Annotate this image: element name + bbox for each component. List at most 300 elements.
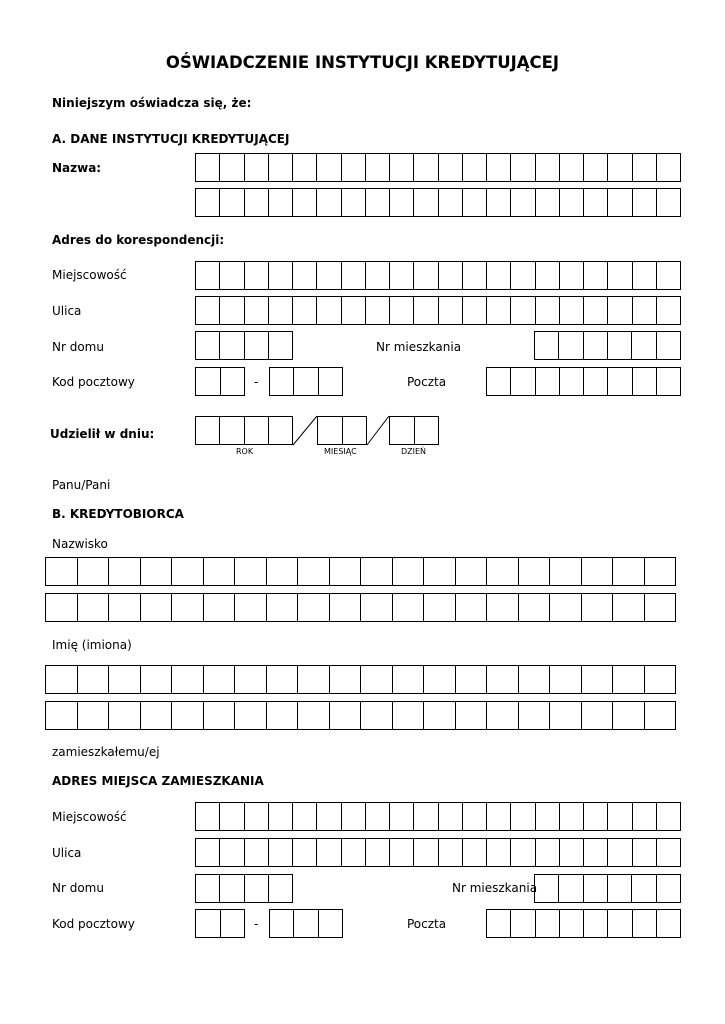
char-box[interactable]	[220, 839, 244, 866]
char-box[interactable]	[633, 262, 657, 289]
char-box[interactable]	[204, 594, 236, 621]
char-box[interactable]	[78, 702, 110, 729]
char-box[interactable]	[317, 262, 341, 289]
char-box[interactable]	[235, 666, 267, 693]
a-house-number-field[interactable]	[195, 331, 293, 360]
intro-text: Niniejszym oświadcza się, że:	[52, 96, 252, 110]
char-box[interactable]	[196, 332, 220, 359]
char-box[interactable]	[582, 702, 614, 729]
char-box[interactable]	[487, 594, 519, 621]
char-box[interactable]	[584, 839, 608, 866]
char-box[interactable]	[487, 666, 519, 693]
char-box[interactable]	[550, 702, 582, 729]
char-box[interactable]	[235, 558, 267, 585]
char-box[interactable]	[204, 702, 236, 729]
char-box[interactable]	[220, 297, 244, 324]
a-street-label: Ulica	[52, 304, 82, 318]
char-box[interactable]	[366, 803, 390, 830]
b-street-field[interactable]	[195, 838, 681, 867]
char-box[interactable]	[456, 666, 488, 693]
a-house-number-label: Nr domu	[52, 340, 104, 354]
char-box[interactable]	[317, 154, 341, 181]
char-box[interactable]	[46, 558, 78, 585]
b-city-field[interactable]	[195, 802, 681, 831]
char-box[interactable]	[221, 368, 246, 395]
char-box[interactable]	[439, 154, 463, 181]
char-box[interactable]	[582, 558, 614, 585]
surname-field-line-1[interactable]	[45, 557, 676, 586]
char-box[interactable]	[318, 417, 343, 444]
char-box[interactable]	[366, 297, 390, 324]
char-box[interactable]	[582, 666, 614, 693]
a-city-field[interactable]	[195, 261, 681, 290]
char-box[interactable]	[245, 262, 269, 289]
char-box[interactable]	[298, 594, 330, 621]
char-box[interactable]	[519, 702, 551, 729]
char-box[interactable]	[196, 417, 220, 444]
char-box[interactable]	[645, 558, 677, 585]
char-box[interactable]	[46, 594, 78, 621]
char-box[interactable]	[657, 332, 681, 359]
char-box[interactable]	[560, 189, 584, 216]
char-box[interactable]	[293, 803, 317, 830]
char-box[interactable]	[293, 189, 317, 216]
char-box[interactable]	[317, 803, 341, 830]
char-box[interactable]	[613, 666, 645, 693]
char-box[interactable]	[141, 666, 173, 693]
char-box[interactable]	[342, 262, 366, 289]
char-box[interactable]	[245, 154, 269, 181]
char-box[interactable]	[390, 297, 414, 324]
char-box[interactable]	[424, 666, 456, 693]
char-box[interactable]	[487, 910, 511, 937]
char-box[interactable]	[439, 189, 463, 216]
char-box[interactable]	[536, 154, 560, 181]
char-box[interactable]	[330, 702, 362, 729]
char-box[interactable]	[519, 666, 551, 693]
char-box[interactable]	[269, 803, 293, 830]
char-box[interactable]	[393, 594, 425, 621]
char-box[interactable]	[613, 594, 645, 621]
char-box[interactable]	[560, 910, 584, 937]
granted-month-field[interactable]	[317, 416, 367, 445]
char-box[interactable]	[584, 262, 608, 289]
a-postcode-dash: -	[254, 375, 259, 389]
b-city-label: Miejscowość	[52, 810, 127, 824]
char-box[interactable]	[78, 594, 110, 621]
day-caption: DZIEŃ	[401, 447, 427, 456]
char-box[interactable]	[390, 839, 414, 866]
char-box[interactable]	[633, 803, 657, 830]
char-box[interactable]	[294, 910, 318, 937]
char-box[interactable]	[109, 666, 141, 693]
granted-year-field[interactable]	[195, 416, 293, 445]
char-box[interactable]	[439, 262, 463, 289]
char-box[interactable]	[361, 702, 393, 729]
addressee-text: Panu/Pani	[52, 478, 111, 492]
char-box[interactable]	[269, 154, 293, 181]
char-box[interactable]	[366, 839, 390, 866]
char-box[interactable]	[293, 297, 317, 324]
char-box[interactable]	[330, 666, 362, 693]
char-box[interactable]	[390, 154, 414, 181]
char-box[interactable]	[245, 189, 269, 216]
char-box[interactable]	[269, 875, 293, 902]
char-box[interactable]	[487, 368, 511, 395]
first-name-field-line-2[interactable]	[45, 701, 676, 730]
char-box[interactable]	[293, 262, 317, 289]
char-box[interactable]	[608, 803, 632, 830]
institution-name-field-line-1[interactable]	[195, 153, 681, 182]
char-box[interactable]	[109, 702, 141, 729]
char-box[interactable]	[366, 189, 390, 216]
char-box[interactable]	[204, 558, 236, 585]
char-box[interactable]	[317, 839, 341, 866]
char-box[interactable]	[220, 417, 244, 444]
char-box[interactable]	[584, 368, 608, 395]
char-box[interactable]	[536, 262, 560, 289]
char-box[interactable]	[220, 803, 244, 830]
char-box[interactable]	[293, 839, 317, 866]
section-b-heading: B. KREDYTOBIORCA	[52, 507, 184, 521]
char-box[interactable]	[319, 910, 343, 937]
char-box[interactable]	[536, 297, 560, 324]
char-box[interactable]	[414, 189, 438, 216]
char-box[interactable]	[415, 417, 440, 444]
char-box[interactable]	[633, 154, 657, 181]
char-box[interactable]	[645, 666, 677, 693]
char-box[interactable]	[267, 702, 299, 729]
char-box[interactable]	[632, 332, 656, 359]
char-box[interactable]	[559, 875, 583, 902]
char-box[interactable]	[196, 839, 220, 866]
char-box[interactable]	[536, 189, 560, 216]
char-box[interactable]	[657, 262, 681, 289]
char-box[interactable]	[657, 154, 681, 181]
char-box[interactable]	[141, 702, 173, 729]
char-box[interactable]	[319, 368, 343, 395]
char-box[interactable]	[463, 839, 487, 866]
char-box[interactable]	[317, 297, 341, 324]
char-box[interactable]	[559, 332, 583, 359]
char-box[interactable]	[608, 910, 632, 937]
char-box[interactable]	[584, 803, 608, 830]
char-box[interactable]	[298, 666, 330, 693]
surname-label: Nazwisko	[52, 537, 108, 551]
char-box[interactable]	[608, 262, 632, 289]
char-box[interactable]	[519, 558, 551, 585]
char-box[interactable]	[536, 803, 560, 830]
char-box[interactable]	[645, 702, 677, 729]
char-box[interactable]	[172, 702, 204, 729]
char-box[interactable]	[172, 558, 204, 585]
b-post-office-label: Poczta	[407, 917, 447, 931]
char-box[interactable]	[270, 368, 294, 395]
char-box[interactable]	[657, 910, 681, 937]
char-box[interactable]	[269, 417, 293, 444]
char-box[interactable]	[109, 558, 141, 585]
char-box[interactable]	[196, 368, 221, 395]
char-box[interactable]	[550, 666, 582, 693]
char-box[interactable]	[463, 262, 487, 289]
char-box[interactable]	[172, 594, 204, 621]
char-box[interactable]	[204, 666, 236, 693]
char-box[interactable]	[633, 910, 657, 937]
char-box[interactable]	[463, 803, 487, 830]
char-box[interactable]	[342, 803, 366, 830]
char-box[interactable]	[269, 297, 293, 324]
char-box[interactable]	[487, 189, 511, 216]
char-box[interactable]	[657, 803, 681, 830]
b-flat-number-field[interactable]	[534, 874, 681, 903]
char-box[interactable]	[366, 154, 390, 181]
char-box[interactable]	[141, 594, 173, 621]
char-box[interactable]	[390, 417, 415, 444]
char-box[interactable]	[608, 839, 632, 866]
char-box[interactable]	[342, 154, 366, 181]
char-box[interactable]	[487, 839, 511, 866]
char-box[interactable]	[245, 297, 269, 324]
char-box[interactable]	[245, 332, 269, 359]
char-box[interactable]	[361, 666, 393, 693]
char-box[interactable]	[657, 839, 681, 866]
char-box[interactable]	[536, 910, 560, 937]
char-box[interactable]	[393, 558, 425, 585]
char-box[interactable]	[487, 297, 511, 324]
granted-day-field[interactable]	[389, 416, 439, 445]
char-box[interactable]	[584, 332, 608, 359]
char-box[interactable]	[633, 839, 657, 866]
surname-field-line-2[interactable]	[45, 593, 676, 622]
first-name-label: Imię (imiona)	[52, 638, 132, 652]
char-box[interactable]	[560, 803, 584, 830]
char-box[interactable]	[657, 189, 681, 216]
char-box[interactable]	[608, 154, 632, 181]
char-box[interactable]	[220, 189, 244, 216]
char-box[interactable]	[220, 332, 244, 359]
char-box[interactable]	[584, 297, 608, 324]
char-box[interactable]	[330, 558, 362, 585]
char-box[interactable]	[342, 189, 366, 216]
residence-address-heading: ADRES MIEJSCA ZAMIESZKANIA	[52, 774, 264, 788]
char-box[interactable]	[393, 702, 425, 729]
char-box[interactable]	[511, 803, 535, 830]
char-box[interactable]	[608, 368, 632, 395]
char-box[interactable]	[511, 839, 535, 866]
char-box[interactable]	[511, 368, 535, 395]
char-box[interactable]	[487, 702, 519, 729]
a-street-field[interactable]	[195, 296, 681, 325]
a-flat-number-field[interactable]	[534, 331, 681, 360]
char-box[interactable]	[657, 368, 681, 395]
char-box[interactable]	[343, 417, 368, 444]
b-street-label: Ulica	[52, 846, 82, 860]
char-box[interactable]	[245, 803, 269, 830]
b-house-number-label: Nr domu	[52, 881, 104, 895]
char-box[interactable]	[235, 702, 267, 729]
char-box[interactable]	[487, 262, 511, 289]
b-postcode-dash: -	[254, 917, 259, 931]
section-a-heading: A. DANE INSTYTUCJI KREDYTUJĄCEJ	[52, 132, 290, 146]
char-box[interactable]	[196, 154, 220, 181]
char-box[interactable]	[613, 702, 645, 729]
a-post-office-field[interactable]	[486, 367, 681, 396]
a-postcode-field-part-2[interactable]	[269, 367, 343, 396]
char-box[interactable]	[245, 875, 269, 902]
char-box[interactable]	[46, 666, 78, 693]
char-box[interactable]	[269, 189, 293, 216]
char-box[interactable]	[632, 875, 656, 902]
char-box[interactable]	[535, 875, 559, 902]
char-box[interactable]	[390, 262, 414, 289]
char-box[interactable]	[439, 803, 463, 830]
char-box[interactable]	[424, 558, 456, 585]
first-name-field-line-1[interactable]	[45, 665, 676, 694]
month-caption: MIESIĄC	[324, 447, 357, 456]
date-separator-slash	[293, 416, 317, 445]
char-box[interactable]	[269, 839, 293, 866]
correspondence-address-heading: Adres do korespondencji:	[52, 233, 225, 247]
char-box[interactable]	[536, 368, 560, 395]
char-box[interactable]	[657, 297, 681, 324]
char-box[interactable]	[414, 262, 438, 289]
char-box[interactable]	[317, 189, 341, 216]
char-box[interactable]	[487, 154, 511, 181]
char-box[interactable]	[298, 558, 330, 585]
char-box[interactable]	[463, 189, 487, 216]
char-box[interactable]	[235, 594, 267, 621]
char-box[interactable]	[608, 875, 632, 902]
granted-date-label: Udzielił w dniu:	[50, 427, 155, 441]
char-box[interactable]	[414, 297, 438, 324]
char-box[interactable]	[267, 666, 299, 693]
char-box[interactable]	[141, 558, 173, 585]
char-box[interactable]	[519, 594, 551, 621]
char-box[interactable]	[390, 189, 414, 216]
char-box[interactable]	[196, 910, 221, 937]
char-box[interactable]	[196, 803, 220, 830]
char-box[interactable]	[456, 594, 488, 621]
char-box[interactable]	[584, 910, 608, 937]
char-box[interactable]	[560, 368, 584, 395]
char-box[interactable]	[584, 154, 608, 181]
char-box[interactable]	[584, 189, 608, 216]
char-box[interactable]	[220, 262, 244, 289]
char-box[interactable]	[463, 297, 487, 324]
b-house-number-field[interactable]	[195, 874, 293, 903]
char-box[interactable]	[414, 803, 438, 830]
char-box[interactable]	[342, 839, 366, 866]
char-box[interactable]	[294, 368, 318, 395]
char-box[interactable]	[172, 666, 204, 693]
char-box[interactable]	[342, 297, 366, 324]
char-box[interactable]	[633, 189, 657, 216]
char-box[interactable]	[439, 297, 463, 324]
char-box[interactable]	[463, 154, 487, 181]
char-box[interactable]	[366, 262, 390, 289]
char-box[interactable]	[220, 875, 244, 902]
char-box[interactable]	[560, 839, 584, 866]
char-box[interactable]	[298, 702, 330, 729]
char-box[interactable]	[608, 332, 632, 359]
char-box[interactable]	[424, 594, 456, 621]
char-box[interactable]	[393, 666, 425, 693]
char-box[interactable]	[267, 558, 299, 585]
char-box[interactable]	[78, 666, 110, 693]
char-box[interactable]	[196, 297, 220, 324]
char-box[interactable]	[196, 262, 220, 289]
char-box[interactable]	[535, 332, 559, 359]
char-box[interactable]	[536, 839, 560, 866]
char-box[interactable]	[414, 839, 438, 866]
char-box[interactable]	[46, 702, 78, 729]
char-box[interactable]	[424, 702, 456, 729]
char-box[interactable]	[613, 558, 645, 585]
char-box[interactable]	[414, 154, 438, 181]
char-box[interactable]	[584, 875, 608, 902]
char-box[interactable]	[560, 262, 584, 289]
char-box[interactable]	[633, 297, 657, 324]
char-box[interactable]	[293, 154, 317, 181]
char-box[interactable]	[269, 332, 293, 359]
char-box[interactable]	[221, 910, 246, 937]
char-box[interactable]	[267, 594, 299, 621]
year-caption: ROK	[236, 447, 254, 456]
char-box[interactable]	[582, 594, 614, 621]
char-box[interactable]	[245, 417, 269, 444]
date-separator-slash	[367, 416, 389, 445]
b-postcode-field-part-2[interactable]	[269, 909, 343, 938]
char-box[interactable]	[361, 594, 393, 621]
char-box[interactable]	[196, 875, 220, 902]
char-box[interactable]	[487, 558, 519, 585]
char-box[interactable]	[270, 910, 294, 937]
char-box[interactable]	[511, 262, 535, 289]
b-post-office-field[interactable]	[486, 909, 681, 938]
char-box[interactable]	[456, 558, 488, 585]
char-box[interactable]	[487, 803, 511, 830]
char-box[interactable]	[245, 839, 269, 866]
char-box[interactable]	[608, 189, 632, 216]
char-box[interactable]	[390, 803, 414, 830]
char-box[interactable]	[550, 594, 582, 621]
char-box[interactable]	[657, 875, 681, 902]
char-box[interactable]	[456, 702, 488, 729]
institution-name-field-line-2[interactable]	[195, 188, 681, 217]
char-box[interactable]	[330, 594, 362, 621]
char-box[interactable]	[560, 154, 584, 181]
char-box[interactable]	[220, 154, 244, 181]
char-box[interactable]	[269, 262, 293, 289]
char-box[interactable]	[511, 297, 535, 324]
char-box[interactable]	[439, 839, 463, 866]
char-box[interactable]	[196, 189, 220, 216]
b-postcode-field-part-1[interactable]	[195, 909, 245, 938]
char-box[interactable]	[645, 594, 677, 621]
char-box[interactable]	[560, 297, 584, 324]
char-box[interactable]	[511, 910, 535, 937]
char-box[interactable]	[78, 558, 110, 585]
char-box[interactable]	[361, 558, 393, 585]
char-box[interactable]	[511, 189, 535, 216]
char-box[interactable]	[109, 594, 141, 621]
char-box[interactable]	[511, 154, 535, 181]
a-postcode-field-part-1[interactable]	[195, 367, 245, 396]
char-box[interactable]	[608, 297, 632, 324]
char-box[interactable]	[633, 368, 657, 395]
char-box[interactable]	[550, 558, 582, 585]
a-postcode-label: Kod pocztowy	[52, 375, 135, 389]
